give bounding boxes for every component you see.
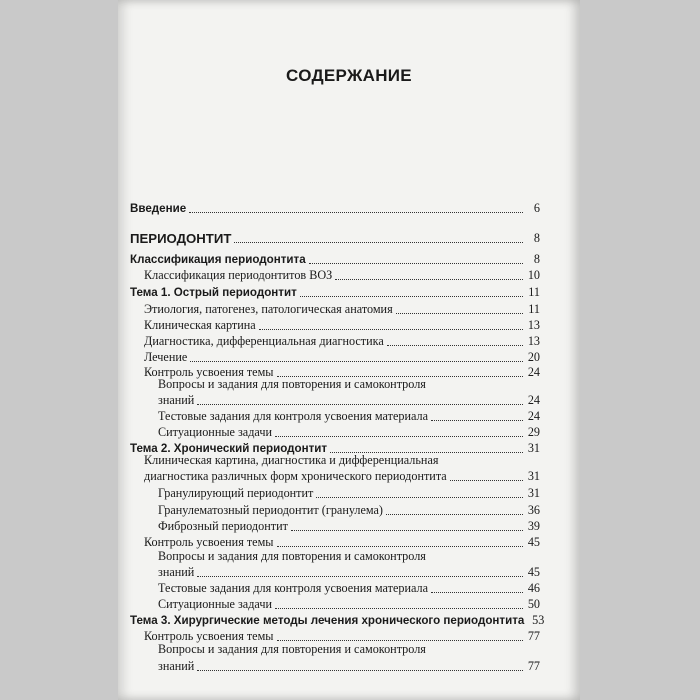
toc-entry [144, 301, 540, 317]
toc-page-number: 6 [533, 201, 540, 215]
toc-page-number: 24 [527, 393, 540, 407]
toc-page-number: 29 [527, 425, 540, 439]
toc-entry [144, 349, 540, 365]
toc-entry-text: Этиология, патогенез, патологическая анатомия [144, 302, 393, 316]
leader-dots [275, 435, 523, 437]
leader-dots [300, 295, 523, 297]
toc-page-number: 31 [527, 486, 540, 500]
leader-dots [396, 312, 523, 314]
toc-entry [130, 230, 540, 246]
leader-dots [275, 607, 523, 609]
toc-page-number: 31 [527, 469, 540, 483]
leader-dots [190, 360, 523, 362]
toc-entry [158, 502, 540, 518]
toc-page-number: 10 [527, 268, 540, 282]
toc-entry [158, 408, 540, 424]
leader-dots [309, 262, 523, 264]
toc-entry-text: Вопросы и задания для повторения и самоконтроля [158, 377, 426, 391]
leader-dots [431, 591, 523, 593]
toc-page-number: 77 [527, 629, 540, 643]
toc-entry [158, 518, 540, 534]
toc-entry-text: Классификация периодонтита [130, 253, 306, 266]
leader-dots [189, 211, 523, 213]
toc-page-number: 31 [527, 441, 540, 455]
leader-dots [450, 479, 523, 481]
toc-entry-text: знаний [158, 393, 195, 407]
toc-entry-text: Ситуационные задачи [158, 425, 272, 439]
toc-entry [158, 580, 540, 596]
toc-page-number: 11 [528, 285, 540, 299]
leader-dots [259, 328, 523, 330]
toc-entry-text: Клиническая картина [144, 318, 256, 332]
leader-dots [386, 513, 523, 515]
toc-entry [144, 267, 540, 283]
leader-dots [431, 419, 523, 421]
toc-entry-text: Вопросы и задания для повторения и самоконтроля [158, 549, 426, 563]
toc-page-number: 45 [527, 565, 540, 579]
toc-entry-text: Классификация периодонтитов ВОЗ [144, 268, 333, 282]
toc-entry [158, 564, 540, 580]
book-page [118, 0, 580, 700]
toc-entry [130, 200, 540, 216]
toc-entry [144, 317, 540, 333]
toc-entry [130, 284, 540, 300]
toc-entry-text: Тема 2. Хронический периодонтит [130, 442, 328, 455]
toc-entry-text: знаний [158, 565, 195, 579]
toc-page-number: 53 [532, 613, 545, 627]
toc-entry [130, 251, 540, 267]
toc-entry-text: Тема 1. Острый периодонтит [130, 286, 297, 299]
toc-entry [158, 392, 540, 408]
toc-entry [144, 333, 540, 349]
toc-entry-text: Контроль усвоения темы [144, 629, 274, 643]
toc-entry-text: Введение [130, 202, 187, 215]
toc-entry-text: Контроль усвоения темы [144, 365, 274, 379]
leader-dots [197, 575, 523, 577]
toc-page-number: 46 [527, 581, 540, 595]
toc-entry-text: Диагностика, дифференциальная диагностика [144, 334, 384, 348]
toc-page-number: 50 [527, 597, 540, 611]
toc-entry-text: Ситуационные задачи [158, 597, 272, 611]
leader-dots [234, 241, 523, 243]
leader-dots [387, 344, 523, 346]
toc-entry-text: Гранулирующий периодонтит [158, 486, 314, 500]
toc-entry [158, 424, 540, 440]
toc-page-number: 24 [527, 409, 540, 423]
toc-entry-text: Контроль усвоения темы [144, 535, 274, 549]
toc-entry-text: Тестовые задания для контроля усвоения материала [158, 409, 428, 423]
page-title: СОДЕРЖАНИЕ [286, 66, 412, 85]
leader-dots [197, 669, 523, 671]
toc-entry [158, 596, 540, 612]
toc-entry-text: Вопросы и задания для повторения и самоконтроля [158, 642, 426, 656]
toc-entry [130, 612, 545, 628]
leader-dots [316, 496, 523, 498]
toc-page-number: 39 [527, 519, 540, 533]
toc-entry [144, 468, 540, 484]
toc-page-number: 11 [528, 302, 540, 316]
toc-page-number: 13 [527, 334, 540, 348]
toc-entry-text: Клиническая картина, диагностика и дифференциальная [144, 453, 439, 467]
toc-entry-text: Гранулематозный периодонтит (гранулема) [158, 503, 383, 517]
toc-page-number: 36 [527, 503, 540, 517]
leader-dots [197, 403, 523, 405]
toc-page-number: 24 [527, 365, 540, 379]
toc-entry [158, 658, 540, 674]
toc-entry-text: Тема 3. Хирургические методы лечения хронического периодонтита [130, 614, 525, 627]
toc-page-number: 45 [527, 535, 540, 549]
leader-dots [277, 545, 524, 547]
toc-entry [144, 534, 540, 550]
toc-entry [158, 485, 540, 501]
toc-entry-text: ПЕРИОДОНТИТ [130, 231, 232, 246]
toc-page-number: 8 [533, 252, 540, 266]
leader-dots [335, 278, 523, 280]
toc-entry-text: Тестовые задания для контроля усвоения материала [158, 581, 428, 595]
toc-entry-text: знаний [158, 659, 195, 673]
toc-entry-text: Лечение [144, 350, 188, 364]
leader-dots [277, 639, 524, 641]
toc-page-number: 8 [533, 231, 540, 245]
toc-entry-text: Фиброзный периодонтит [158, 519, 288, 533]
toc-entry-text: диагностика различных форм хронического периодонтита [144, 469, 447, 483]
toc-page-number: 13 [527, 318, 540, 332]
leader-dots [291, 529, 523, 531]
toc-page-number: 20 [527, 350, 540, 364]
toc-page-number: 77 [527, 659, 540, 673]
